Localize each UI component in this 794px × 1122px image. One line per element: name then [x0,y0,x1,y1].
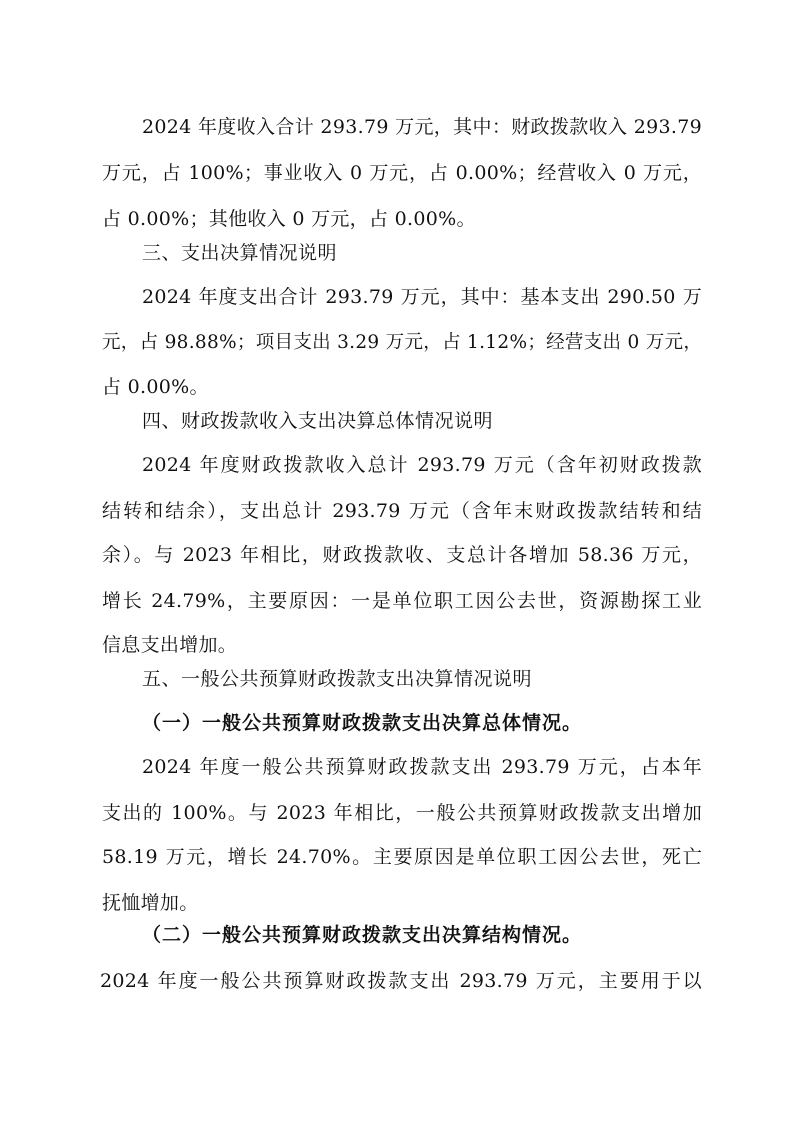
subsection-heading: （二）一般公共预算财政拨款支出决算结构情况。 [142,924,583,946]
paragraph-line: 占 0.00%；其他收入 0 万元，占 0.00%。 [102,208,476,230]
section-heading: 四、财政拨款收入支出决算总体情况说明 [142,410,494,432]
paragraph-line: 余）。与 2023 年相比，财政拨款收、支总计各增加 58.36 万元， [102,544,702,566]
paragraph-line: 2024 年度一般公共预算财政拨款支出 293.79 万元，占本年 [142,756,702,778]
paragraph-line: 万元，占 100%；事业收入 0 万元，占 0.00%；经营收入 0 万元， [102,162,702,184]
paragraph-line: 58.19 万元，增长 24.70%。主要原因是单位职工因公去世，死亡 [102,846,702,868]
paragraph-line: 2024 年度财政拨款收入总计 293.79 万元（含年初财政拨款 [142,454,702,476]
paragraph-line: 增长 24.79%，主要原因：一是单位职工因公去世，资源勘探工业 [102,590,702,612]
paragraph-line: 2024 年度支出合计 293.79 万元，其中：基本支出 290.50 万 [142,286,702,308]
subsection-heading: （一）一般公共预算财政拨款支出决算总体情况。 [142,712,583,734]
paragraph-line: 结转和结余），支出总计 293.79 万元（含年末财政拨款结转和结 [102,500,702,522]
paragraph-line: 信息支出增加。 [102,634,238,656]
paragraph-line: 抚恤增加。 [102,892,199,914]
paragraph-line: 2024 年度收入合计 293.79 万元，其中：财政拨款收入 293.79 [142,116,702,138]
paragraph-line: 占 0.00%。 [102,376,209,398]
paragraph-line: 2024 年度一般公共预算财政拨款支出 293.79 万元，主要用于以 [100,970,702,992]
section-heading: 五、一般公共预算财政拨款支出决算情况说明 [142,668,533,690]
paragraph-line: 支出的 100%。与 2023 年相比，一般公共预算财政拨款支出增加 [102,802,702,824]
paragraph-line: 元，占 98.88%；项目支出 3.29 万元，占 1.12%；经营支出 0 万元， [102,332,703,353]
section-heading: 三、支出决算情况说明 [142,242,338,264]
